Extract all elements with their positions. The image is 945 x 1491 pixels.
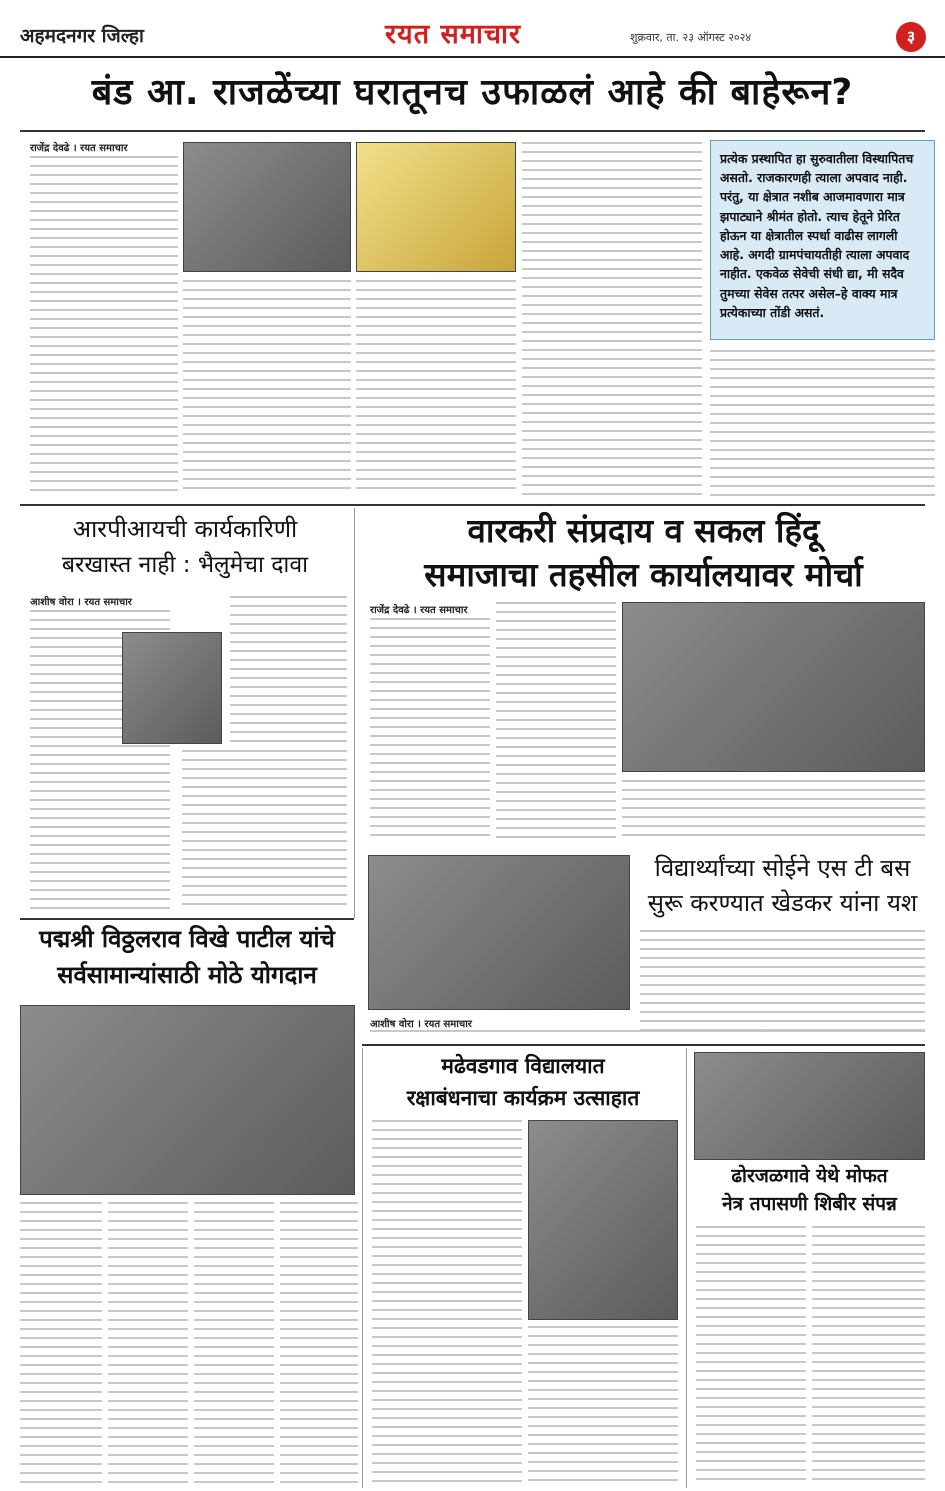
divider [20, 918, 354, 920]
portrait-photo [356, 142, 516, 272]
story2-headline-line1: आरपीआयची कार्यकारिणी [72, 515, 298, 543]
page-number: ३ [896, 22, 926, 52]
story4-body [370, 1030, 925, 1038]
story5-body-col1 [20, 1202, 102, 1487]
story1-body-col5 [710, 350, 935, 496]
date-line: शुक्रवार, ता. २३ ऑगस्ट २०२४ [630, 31, 752, 44]
story5-headline-line1: पद्मश्री विठ्ठलराव विखे पाटील यांचे [39, 925, 335, 953]
divider [362, 1044, 925, 1046]
story3-byline: राजेंद्र देवढे । रयत समाचार [370, 605, 468, 616]
story3-headline-line2: समाजाचा तहसील कार्यालयावर मोर्चा [424, 555, 863, 594]
district-label: अहमदनगर जिल्हा [20, 25, 144, 47]
divider [354, 508, 355, 918]
story4-body-right [640, 930, 925, 1030]
story2-body-col3 [230, 596, 347, 746]
story6-headline-line2: रक्षाबंधनाचा कार्यक्रम उत्साहात [406, 1086, 640, 1110]
story3-headline-line1: वारकरी संप्रदाय व सकल हिंदू [467, 511, 820, 550]
story1-body-col3 [356, 280, 516, 496]
story4-headline-line2: सुरू करण्यात खेडकर यांना यश [647, 889, 918, 917]
story2-headline-line2: बरखास्त नाही : भैलुमेचा दावा [61, 552, 309, 578]
story7-body-col2 [812, 1226, 925, 1486]
story5-body-col4 [280, 1202, 358, 1487]
story6-body-col2 [528, 1326, 678, 1486]
building-photo [183, 142, 351, 272]
divider [686, 1048, 687, 1488]
story2-byline: आशीष वोरा । रयत समाचार [30, 597, 132, 608]
story3-body-col1 [370, 618, 490, 840]
eye-camp-photo [694, 1052, 925, 1160]
story3-body-col2 [496, 602, 616, 840]
story3-body-col3 [622, 780, 925, 840]
event-photo [622, 602, 925, 772]
story7-headline-line2: नेत्र तपासणी शिबीर संपन्न [722, 1193, 897, 1215]
divider [362, 1048, 363, 1488]
divider [20, 504, 925, 506]
story6-body-col1 [372, 1120, 522, 1485]
story7-body-col1 [696, 1226, 806, 1486]
divider [20, 130, 925, 132]
story4-byline: आशीष वोरा । रयत समाचार [370, 1019, 472, 1030]
paper-name: रयत समाचार [385, 19, 522, 50]
masthead [0, 0, 945, 58]
story5-body-col2 [108, 1202, 188, 1487]
story1-body-col1 [30, 156, 178, 496]
story5-headline-line2: सर्वसामान्यांसाठी मोठे योगदान [57, 961, 317, 989]
story2-body-col2 [182, 750, 347, 910]
story6-headline-line1: मढेवडगाव विद्यालयात [441, 1054, 605, 1078]
story1-byline: राजेंद्र देवढे । रयत समाचार [30, 143, 128, 154]
story7-headline-line1: ढोरजळगावे येथे मोफत [731, 1165, 888, 1187]
story5-body-col3 [194, 1202, 274, 1487]
story1-body-col4 [522, 142, 702, 496]
bus-photo [368, 855, 630, 1010]
story4-headline-line1: विद्यार्थ्यांच्या सोईने एस टी बस [654, 854, 911, 882]
felicitation-photo [20, 1005, 355, 1195]
story1-callout-box: प्रत्येक प्रस्थापित हा सुरुवातीला विस्थापितच असतो. राजकारणही त्याला अपवाद नाही. परंतु, या क्षेत्रात नशीब आजमावणारा मात्र झपाट्याने श्रीमंत होतो. त्याच हेतूने प्रेरित होऊन या क्षेत्रातील स्पर्धा वाढीस लागली आहे. अगदी ग्रामपंचायतीही त्याला अपवाद नाहीत. एकवेळ सेवेची संधी द्या, मी सदैव तुमच्या सेवेस तत्पर असेल–हे वाक्य मात्र प्रत्येकाच्या तोंडी असतं. [710, 140, 935, 340]
story1-headline: बंड आ. राजळेंच्या घरातूनच उफाळलं आहे की बाहेरून? [91, 72, 854, 113]
story1-body-col2 [183, 280, 351, 496]
rakhi-photo [528, 1120, 678, 1320]
portrait-photo [122, 632, 222, 744]
